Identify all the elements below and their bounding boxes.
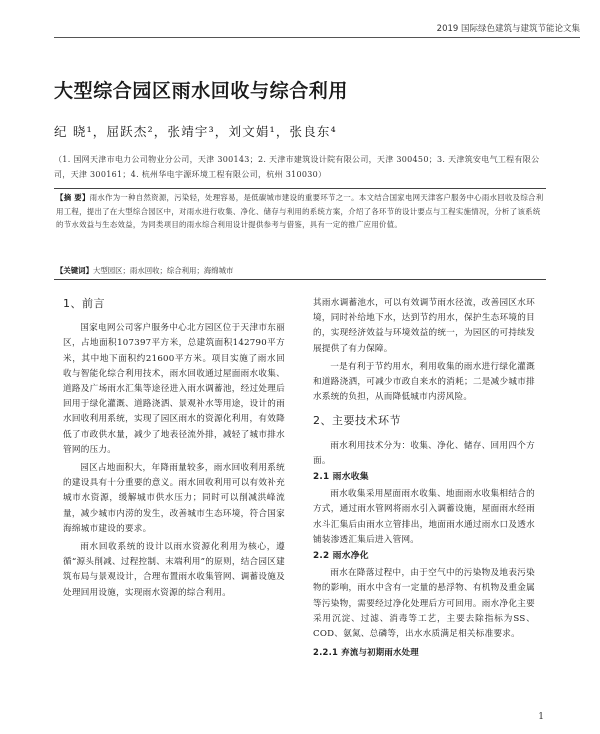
body-paragraph: 园区占地面积大，年降雨量较多，雨水回收利用系统的建设具有十分重要的意义。雨水回收利用可以有效补充城市水资源，缓解城市供水压力；同时可以削减洪峰流量，减少城市内涝的发生，改善城市生态环境，符合国家海绵城市建设的要求。 [63, 463, 285, 534]
section-heading: 2、主要技术环节 [313, 414, 401, 428]
keywords [56, 264, 544, 277]
body-paragraph: 雨水回收系统的设计以雨水资源化利用为核心，遵循“源头削减、过程控制、末端利用”的原则，结合园区建筑布局与景观设计，合理布置雨水收集管网、调蓄设施及处理回用设施，实现雨水资源的综合利用。 [63, 542, 285, 598]
subsection-heading: 2.2 雨水净化 [313, 551, 369, 562]
abstract-text: 雨水作为一种自然资源，污染轻，处理容易，是低碳城市建设的重要环节之一。本文结合国家电网天津客户服务中心雨水回收及综合利用工程，提出了在大型综合园区中，对雨水进行收集、净化、储存与利用的系统方案，介绍了各环节的设计要点与工程实施情况，分析了该系统的节水效益与生态效益，为同类项目的雨水综合利用设计提供参考与借鉴，具有一定的推广应用价值。 [56, 193, 544, 230]
header-divider [54, 37, 580, 38]
author-affiliations: （1. 国网天津市电力公司物业分公司，天津 300143；2. 天津市建筑设计院有限公司，天津 300450；3. 天津筑安电气工程有限公司，天津 300161；4. 杭州华电宇源环境工程有限公司，杭州 310030） [54, 155, 540, 179]
subsection-heading: 2.1 雨水收集 [313, 472, 369, 483]
body-paragraph: 一是有利于节约用水，利用收集的雨水进行绿化灌溉和道路浇洒，可减少市政自来水的消耗；二是减少城市排水系统的负担，从而降低城市内涝风险。 [313, 361, 535, 403]
body-paragraph: 雨水在降落过程中，由于空气中的污染物及地表污染物的影响，雨水中含有一定量的悬浮物、有机物及重金属等污染物，需要经过净化处理后方可回用。雨水净化主要采用沉淀、过滤、消毒等工艺，主要去除指标为SS、COD、氨氮、总磷等，出水水质满足相关标准要求。 [313, 568, 535, 640]
paper-authors: 纪 晓¹，屈跃杰²，张靖宇³，刘文娟¹，张良东⁴ [54, 124, 337, 139]
keywords-text: 大型园区；雨水回收；综合利用；海绵城市 [92, 266, 234, 275]
body-column-right [313, 296, 535, 660]
subsection-heading: 2.2.1 弃流与初期雨水处理 [313, 647, 419, 658]
body-column-left [63, 296, 285, 601]
keywords-label: 【关键词】 [56, 266, 93, 275]
body-paragraph: 雨水利用技术分为：收集、净化、储存、回用四个方面。 [313, 440, 535, 466]
abstract [56, 191, 544, 232]
page-number: 1 [538, 712, 544, 722]
paper-title: 大型综合园区雨水回收与综合利用 [54, 80, 349, 102]
abstract-label: 【摘 要】 [56, 193, 90, 202]
body-paragraph: 国家电网公司客户服务中心北方园区位于天津市东丽区，占地面积107397平方米，总建筑面积142790平方米，其中地下面积约21600平方米。项目实施了雨水回收与智能化综合利用技术，雨水回收通过屋面雨水收集、道路及广场雨水汇集等途径进入雨水调蓄池，经过处理后回用于绿化灌溉、道路浇洒、景观补水等用途，设计的雨水回收利用系统，实现了园区雨水的资源化利用，有效降低了市政供水量，减少了地表径流外排，减轻了城市排水管网的压力。 [63, 323, 285, 455]
running-header: 2019 国际绿色建筑与建筑节能论文集 [436, 24, 580, 34]
body-paragraph: 雨水收集采用屋面雨水收集、地面雨水收集相结合的方式，通过雨水管网将雨水引入调蓄设施，屋面雨水经雨水斗汇集后由雨水立管排出，地面雨水通过雨水口及透水铺装渗透汇集后进入管网。 [313, 489, 535, 545]
body-paragraph: 其雨水调蓄池水，可以有效调节雨水径流，改善园区水环境，同时补给地下水，达到节约用水，保护生态环境的目的，实现经济效益与环境效益的统一，为园区的可持续发展提供了有力保障。 [313, 298, 535, 354]
section-heading: 1、前言 [63, 297, 105, 310]
